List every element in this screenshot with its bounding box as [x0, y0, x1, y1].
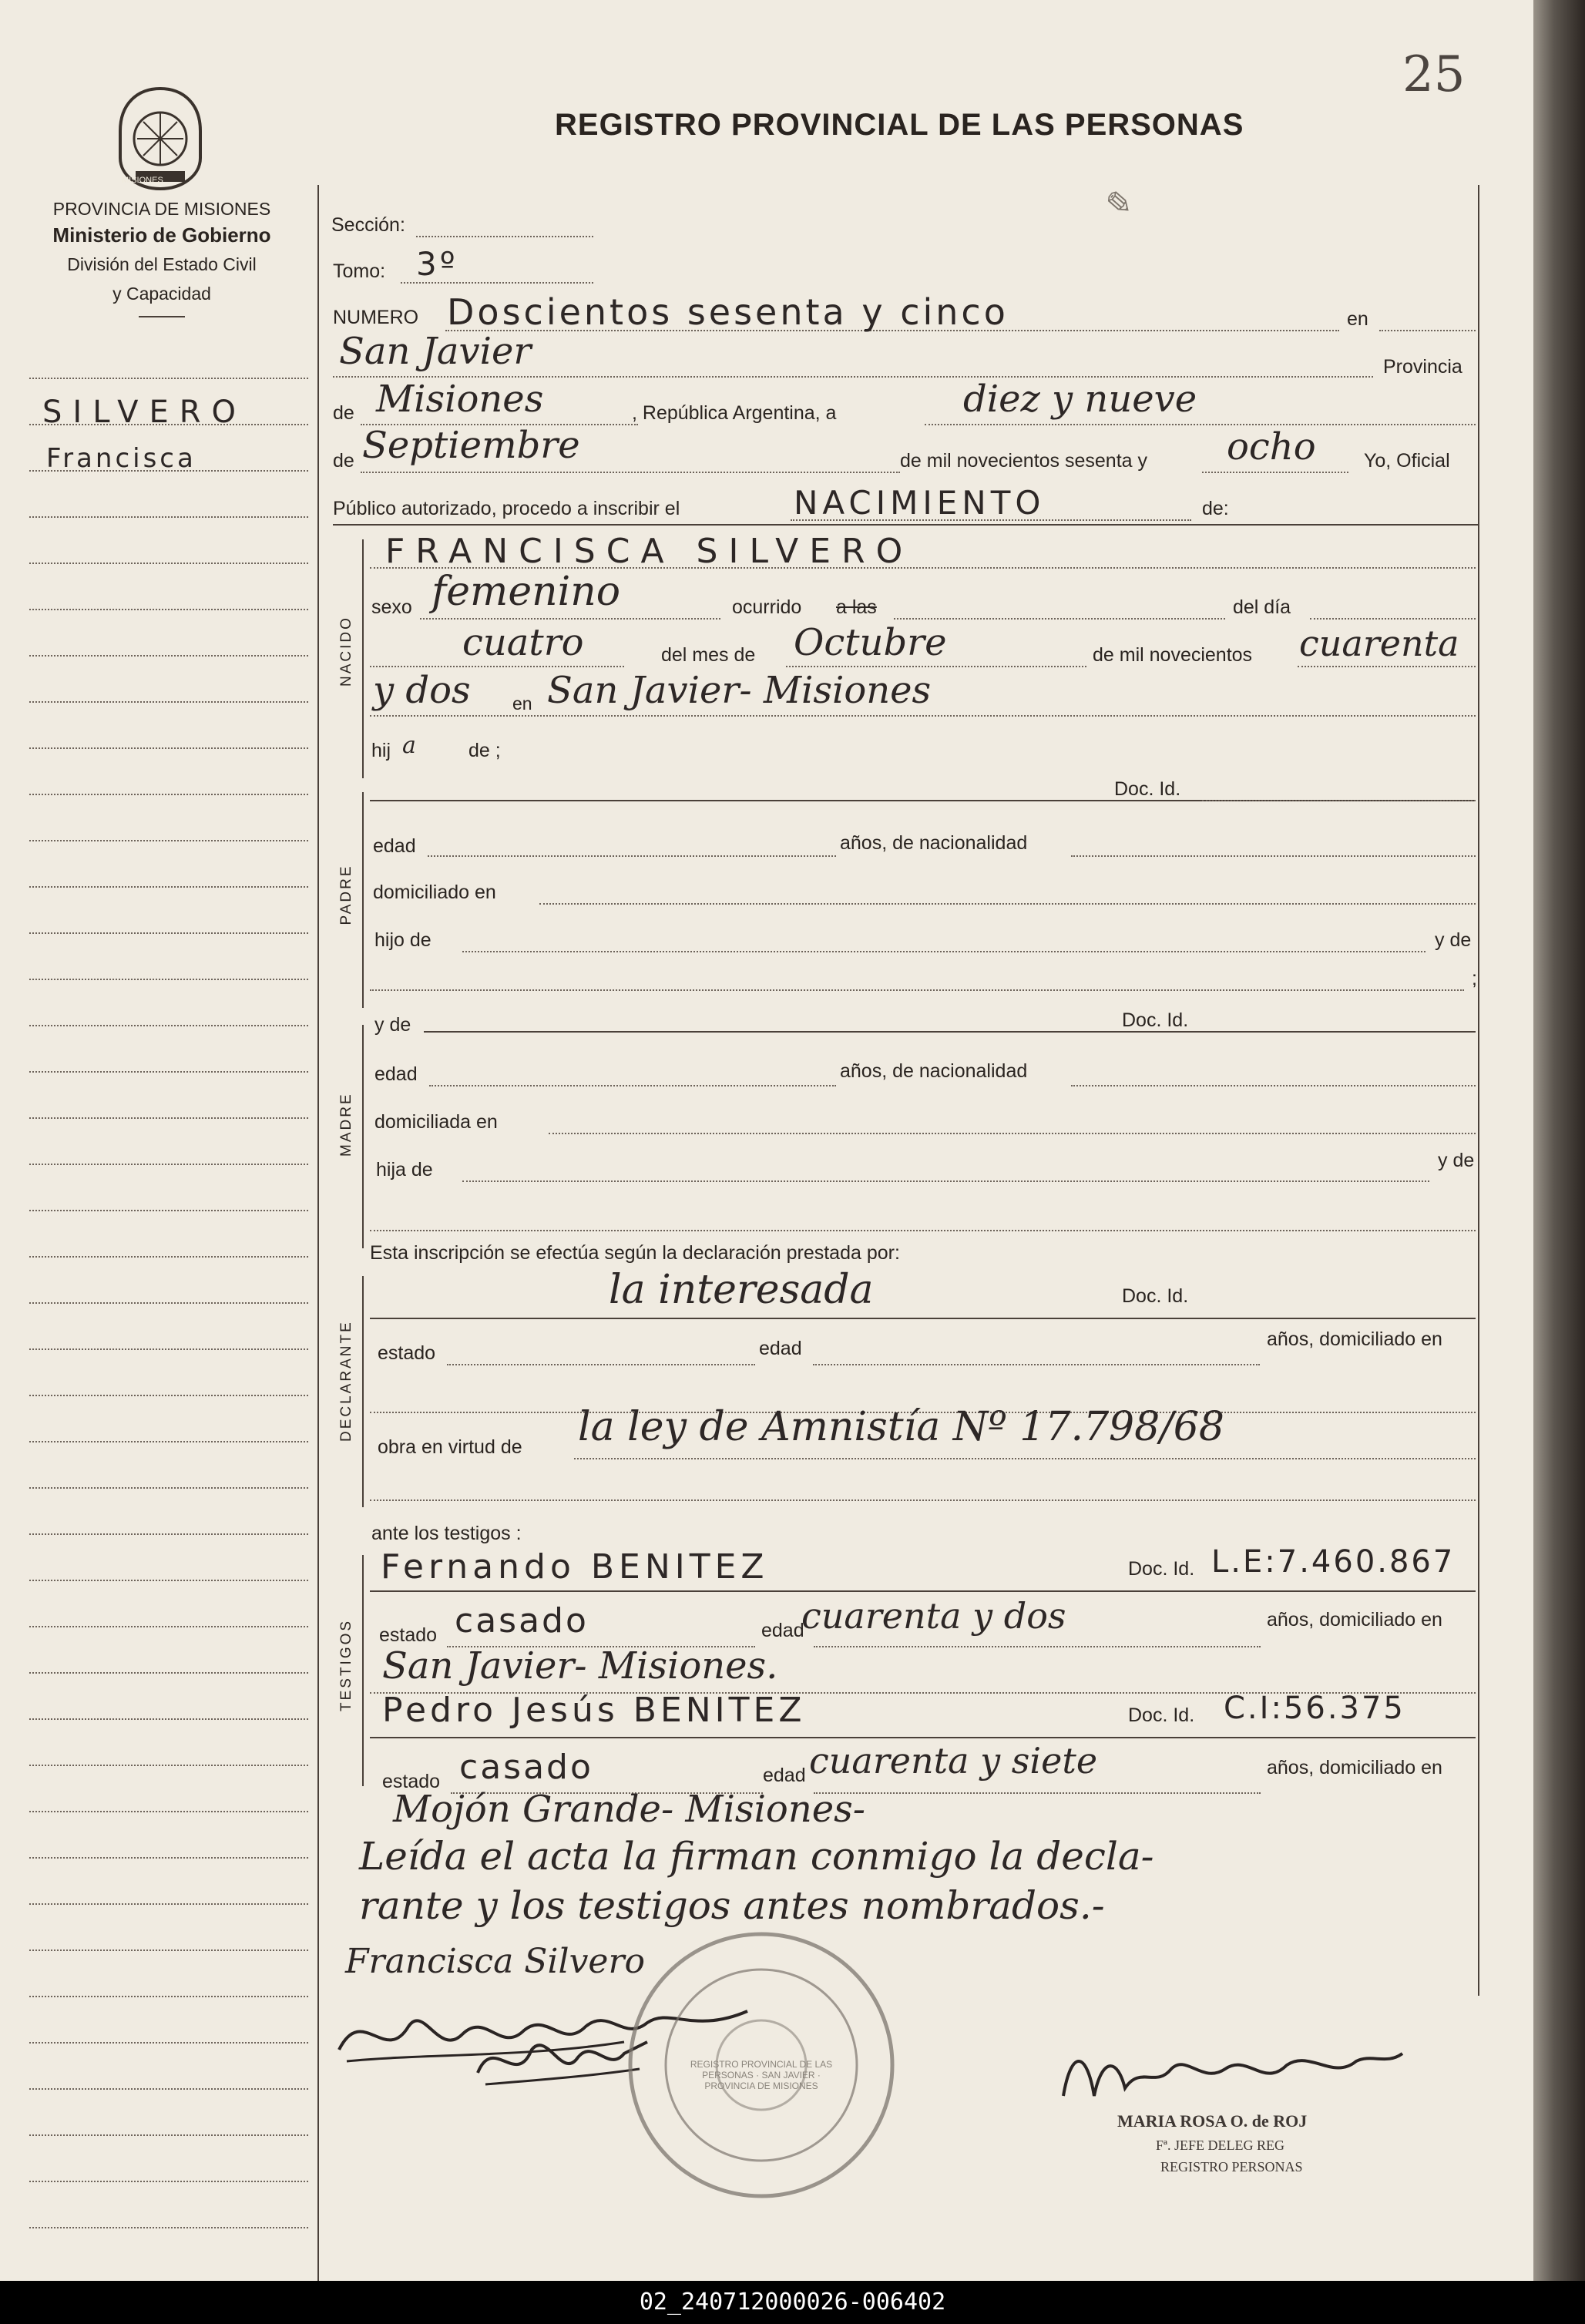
margin-rule — [29, 1210, 308, 1211]
page-number: 25 — [1402, 46, 1466, 103]
margin-rule — [29, 1580, 308, 1581]
side-label-declarante: DECLARANTE — [338, 1320, 354, 1442]
label-edad-padre: edad — [373, 835, 416, 857]
declarante-bracket — [362, 1276, 364, 1507]
margin-rule — [29, 563, 308, 564]
signature-declarante: Francisca Silvero — [345, 1942, 645, 1981]
margin-rule — [29, 1857, 308, 1859]
obra-value: la ley de Amnistía Nº 17.798/68 — [578, 1404, 1224, 1450]
testigo1-domicilio: San Javier- Misiones. — [382, 1644, 778, 1688]
margin-surname: SILVERO — [42, 395, 247, 430]
margin-divider — [317, 185, 319, 2281]
nombre-value: FRANCISCA SILVERO — [385, 532, 914, 571]
label-estado-testigo1: estado — [379, 1624, 438, 1646]
label-de-2: de — [333, 450, 354, 472]
side-label-padre: PADRE — [338, 864, 354, 925]
margin-rule — [29, 1025, 308, 1026]
label-de-mil-novecientos: de mil novecientos — [1093, 644, 1253, 666]
division-name-2: y Capacidad — [112, 284, 211, 304]
province-name: PROVINCIA DE MISIONES — [52, 199, 271, 219]
margin-rule — [29, 1256, 308, 1258]
margin-rule — [29, 609, 308, 610]
label-domiciliada-madre: domiciliada en — [374, 1111, 498, 1133]
madre-bracket — [362, 1025, 364, 1248]
stamp-text: REGISTRO PROVINCIAL DE LAS PERSONAS · SAN JAVIER · PROVINCIA DE MISIONES — [690, 2059, 833, 2091]
anio-value-2: y dos — [373, 669, 471, 712]
margin-rule — [29, 655, 308, 657]
label-nac-padre: años, de nacionalidad — [840, 832, 1028, 854]
testigo1-edad: cuarenta y dos — [801, 1595, 1066, 1637]
page-title: REGISTRO PROVINCIAL DE LAS PERSONAS — [555, 108, 1244, 142]
margin-rule — [29, 1811, 308, 1812]
label-sexo: sexo — [371, 596, 412, 618]
margin-rule — [29, 470, 308, 472]
margin-rule — [29, 2042, 308, 2044]
margin-rule — [29, 747, 308, 749]
official-name: MARIA ROSA O. de ROJ — [1117, 2111, 1308, 2131]
label-yo-oficial: Yo, Oficial — [1364, 450, 1450, 472]
ministry-name: Ministerio de Gobierno — [52, 223, 271, 247]
label-estado-declarante: estado — [378, 1342, 436, 1364]
margin-rule — [29, 701, 308, 703]
numero-value: Doscientos sesenta y cinco — [447, 291, 1009, 333]
margin-rule — [29, 1765, 308, 1766]
label-estado-testigo2: estado — [382, 1771, 441, 1792]
dia-value: cuatro — [462, 621, 584, 664]
label-domiciliado-padre: domiciliado en — [373, 882, 496, 903]
label-y-de-madre-2: y de — [1438, 1150, 1475, 1171]
label-doc-testigo2: Doc. Id. — [1128, 1704, 1195, 1726]
official-title-1: Fª. JEFE DELEG REG — [1156, 2138, 1284, 2153]
anio-value-1: cuarenta — [1299, 623, 1459, 664]
label-del-dia: del día — [1233, 596, 1291, 618]
fecha-mes-value: Septiembre — [362, 424, 580, 467]
margin-rule — [29, 516, 308, 518]
tomo-value: 3º — [416, 245, 458, 283]
margin-rule — [29, 1533, 308, 1535]
label-doc-padre: Doc. Id. — [1114, 778, 1181, 800]
provincia-value: Misiones — [376, 378, 544, 421]
label-doc-testigo1: Doc. Id. — [1128, 1558, 1195, 1580]
margin-rule — [29, 886, 308, 888]
margin-rule — [29, 378, 308, 379]
margin-rule — [29, 1950, 308, 1951]
label-edad-madre: edad — [374, 1063, 418, 1085]
lugar-value: San Javier — [339, 330, 532, 373]
side-label-madre: MADRE — [338, 1092, 354, 1157]
label-edad-declarante: edad — [759, 1338, 802, 1359]
label-domiciliado-testigo1: años, domiciliado en — [1267, 1609, 1442, 1630]
label-numero: NUMERO — [333, 307, 419, 328]
label-domiciliado-testigo2: años, domiciliado en — [1267, 1757, 1442, 1778]
label-doc-madre: Doc. Id. — [1122, 1009, 1189, 1031]
label-semicolon: ; — [1472, 968, 1477, 989]
margin-rule — [29, 979, 308, 980]
margin-rule — [29, 1996, 308, 1997]
book-edge — [1533, 0, 1585, 2281]
margin-rule — [29, 1164, 308, 1165]
label-del-mes: del mes de — [661, 644, 756, 666]
margin-rule — [29, 932, 308, 934]
testigo2-name: Pedro Jesús BENITEZ — [382, 1691, 806, 1730]
testigo2-estado: casado — [459, 1748, 593, 1787]
testigo2-edad: cuarenta y siete — [809, 1740, 1098, 1782]
margin-rule — [29, 1302, 308, 1304]
division-name-1: División del Estado Civil — [67, 254, 257, 274]
label-publico: Público autorizado, procedo a inscribir el — [333, 498, 680, 519]
label-edad-testigo2: edad — [763, 1765, 806, 1786]
testigo1-doc: L.E:7.460.867 — [1211, 1544, 1456, 1580]
testigo1-name: Fernando BENITEZ — [381, 1547, 769, 1587]
margin-rule — [29, 1117, 308, 1119]
side-label-nacido: NACIDO — [338, 616, 354, 687]
label-y-de-madre: y de — [374, 1014, 411, 1036]
official-title-2: REGISTRO PERSONAS — [1160, 2159, 1303, 2175]
side-label-testigos: TESTIGOS — [338, 1618, 354, 1711]
margin-rule — [29, 2227, 308, 2228]
margin-rule — [29, 1626, 308, 1627]
fecha-dia-value: diez y nueve — [963, 378, 1197, 421]
seal-text: MISIONES — [122, 176, 163, 185]
testigo2-doc: C.I:56.375 — [1224, 1691, 1405, 1726]
label-declaracion: Esta inscripción se efectúa según la declaración prestada por: — [370, 1242, 900, 1264]
label-en-nac: en — [512, 694, 532, 714]
label-hijo-de: hijo de — [374, 929, 432, 951]
testigo2-domicilio: Mojón Grande- Misiones- — [393, 1788, 865, 1831]
margin-rule — [29, 1903, 308, 1905]
mes-value: Octubre — [794, 621, 947, 664]
margin-rule — [29, 2134, 308, 2136]
label-tomo: Tomo: — [333, 260, 386, 282]
signature-official — [1056, 2034, 1410, 2119]
sexo-value: femenino — [432, 569, 621, 615]
margin-rule — [29, 1672, 308, 1674]
hij-suffix-value: a — [402, 732, 416, 759]
margin-given-name: Francisca — [46, 443, 196, 474]
margin-rule — [29, 1395, 308, 1396]
label-nac-madre: años, de nacionalidad — [840, 1060, 1028, 1082]
label-provincia: Provincia — [1383, 356, 1462, 378]
label-y-de-padre: y de — [1435, 929, 1472, 951]
testigos-bracket — [362, 1555, 364, 1786]
label-sesenta: de mil novecientos sesenta y — [900, 450, 1148, 472]
label-doc-declarante: Doc. Id. — [1122, 1285, 1189, 1307]
margin-rule — [29, 1071, 308, 1073]
fecha-anio-value: ocho — [1227, 425, 1316, 468]
margin-rule — [29, 2181, 308, 2182]
nacido-bracket — [362, 539, 364, 778]
footer-id: 02_240712000026-006402 — [0, 2281, 1585, 2324]
label-a-las-struck: a las — [836, 596, 877, 618]
label-de-colon: de: — [1202, 498, 1229, 519]
margin-rule — [29, 1441, 308, 1442]
label-seccion: Sección: — [331, 214, 405, 236]
stamp-annotation: ✎ — [1098, 182, 1134, 227]
label-ante-testigos: ante los testigos : — [371, 1523, 522, 1544]
label-edad-testigo1: edad — [761, 1620, 804, 1641]
label-ocurrido: ocurrido — [732, 596, 802, 618]
margin-rule — [29, 424, 308, 425]
padre-bracket — [362, 792, 364, 1008]
acto-value: NACIMIENTO — [794, 484, 1046, 522]
margin-rule — [29, 794, 308, 795]
closing-line-1: Leída el acta la firman conmigo la decla- — [359, 1834, 1154, 1879]
label-republica: , República Argentina, a — [632, 402, 837, 424]
label-hij: hij — [371, 740, 391, 761]
label-domiciliado-declarante: años, domiciliado en — [1267, 1328, 1442, 1350]
closing-line-2: rante y los testigos antes nombrados.- — [359, 1883, 1105, 1928]
label-hija-de: hija de — [376, 1159, 433, 1180]
margin-rule — [29, 1348, 308, 1350]
header-divider — [139, 316, 185, 317]
label-en: en — [1347, 308, 1368, 330]
label-de-semicolon: de ; — [468, 740, 501, 761]
declarante-value: la interesada — [609, 1267, 874, 1313]
margin-rule — [29, 1487, 308, 1489]
margin-rule — [29, 2088, 308, 2090]
margin-rule — [29, 1718, 308, 1720]
right-frame — [1478, 185, 1479, 1996]
margin-rule — [29, 840, 308, 841]
testigo1-estado: casado — [455, 1601, 589, 1641]
label-de: de — [333, 402, 354, 424]
label-obra: obra en virtud de — [378, 1436, 522, 1458]
lugar-nac-value: San Javier- Misiones — [547, 669, 932, 712]
